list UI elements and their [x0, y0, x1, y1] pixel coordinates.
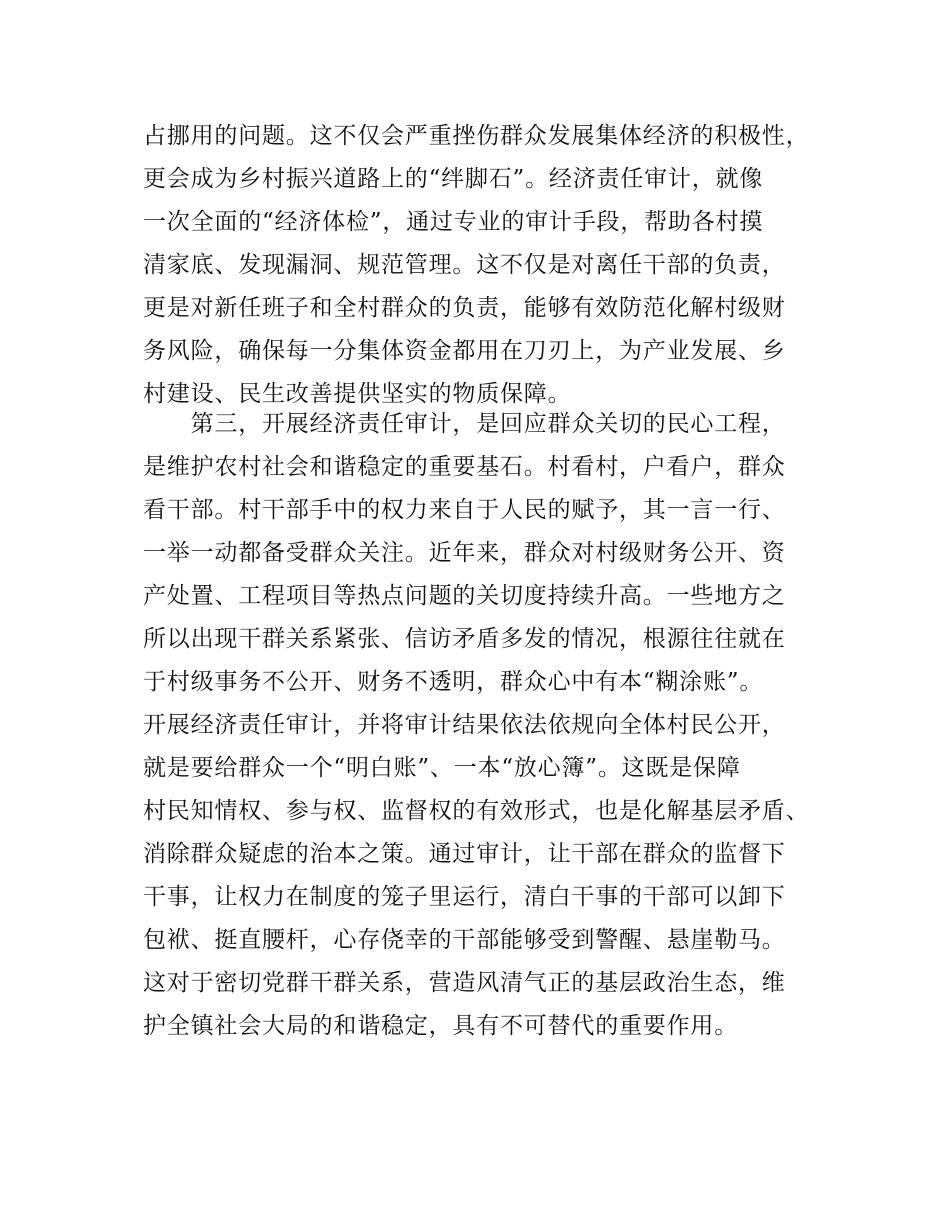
text-line: 消除群众疑虑的治本之策。通过审计，让干部在群众的监督下 — [143, 841, 786, 867]
paragraph-2 — [143, 403, 843, 1048]
text-line: 就是要给群众一个“明白账”、一本“放心簿”。这既是保障 — [143, 755, 741, 781]
text-line: 看干部。村干部手中的权力来自于人民的赋予，其一言一行、 — [143, 497, 786, 523]
text-line: 村建设、民生改善提供坚实的物质保障。 — [143, 381, 572, 407]
text-line: 所以出现干群关系紧张、信访矛盾多发的情况，根源往往就在 — [143, 626, 786, 652]
text-line: 一次全面的“经济体检”，通过专业的审计手段，帮助各村摸 — [143, 209, 764, 235]
text-line: 包袱、挺直腰杆，心存侥幸的干部能够受到警醒、悬崖勒马。 — [143, 927, 786, 953]
text-line: 是维护农村社会和谐稳定的重要基石。村看村，户看户，群众 — [143, 454, 786, 480]
text-line: 干事，让权力在制度的笼子里运行，清白干事的干部可以卸下 — [143, 884, 786, 910]
text-line: 一举一动都备受群众关注。近年来，群众对村级财务公开、资 — [143, 540, 786, 566]
text-line: 更会成为乡村振兴道路上的“绊脚石”。经济责任审计，就像 — [143, 166, 764, 192]
text-line: 更是对新任班子和全村群众的负责，能够有效防范化解村级财 — [143, 295, 786, 321]
text-line: 占挪用的问题。这不仅会严重挫伤群众发展集体经济的积极性， — [143, 123, 810, 149]
text-line: 第三，开展经济责任审计，是回应群众关切的民心工程， — [143, 411, 786, 437]
text-line: 村民知情权、参与权、监督权的有效形式，也是化解基层矛盾、 — [143, 798, 810, 824]
text-line: 于村级事务不公开、财务不透明，群众心中有本“糊涂账”。 — [143, 669, 764, 695]
text-line: 产处置、工程项目等热点问题的关切度持续升高。一些地方之 — [143, 583, 786, 609]
text-line: 护全镇社会大局的和谐稳定，具有不可替代的重要作用。 — [143, 1013, 738, 1039]
text-line: 清家底、发现漏洞、规范管理。这不仅是对离任干部的负责， — [143, 252, 786, 278]
paragraph-1 — [143, 115, 843, 416]
text-line: 这对于密切党群干群关系，营造风清气正的基层政治生态，维 — [143, 970, 786, 996]
text-line: 务风险，确保每一分集体资金都用在刀刃上，为产业发展、乡 — [143, 338, 786, 364]
text-line: 开展经济责任审计，并将审计结果依法依规向全体村民公开， — [143, 712, 786, 738]
